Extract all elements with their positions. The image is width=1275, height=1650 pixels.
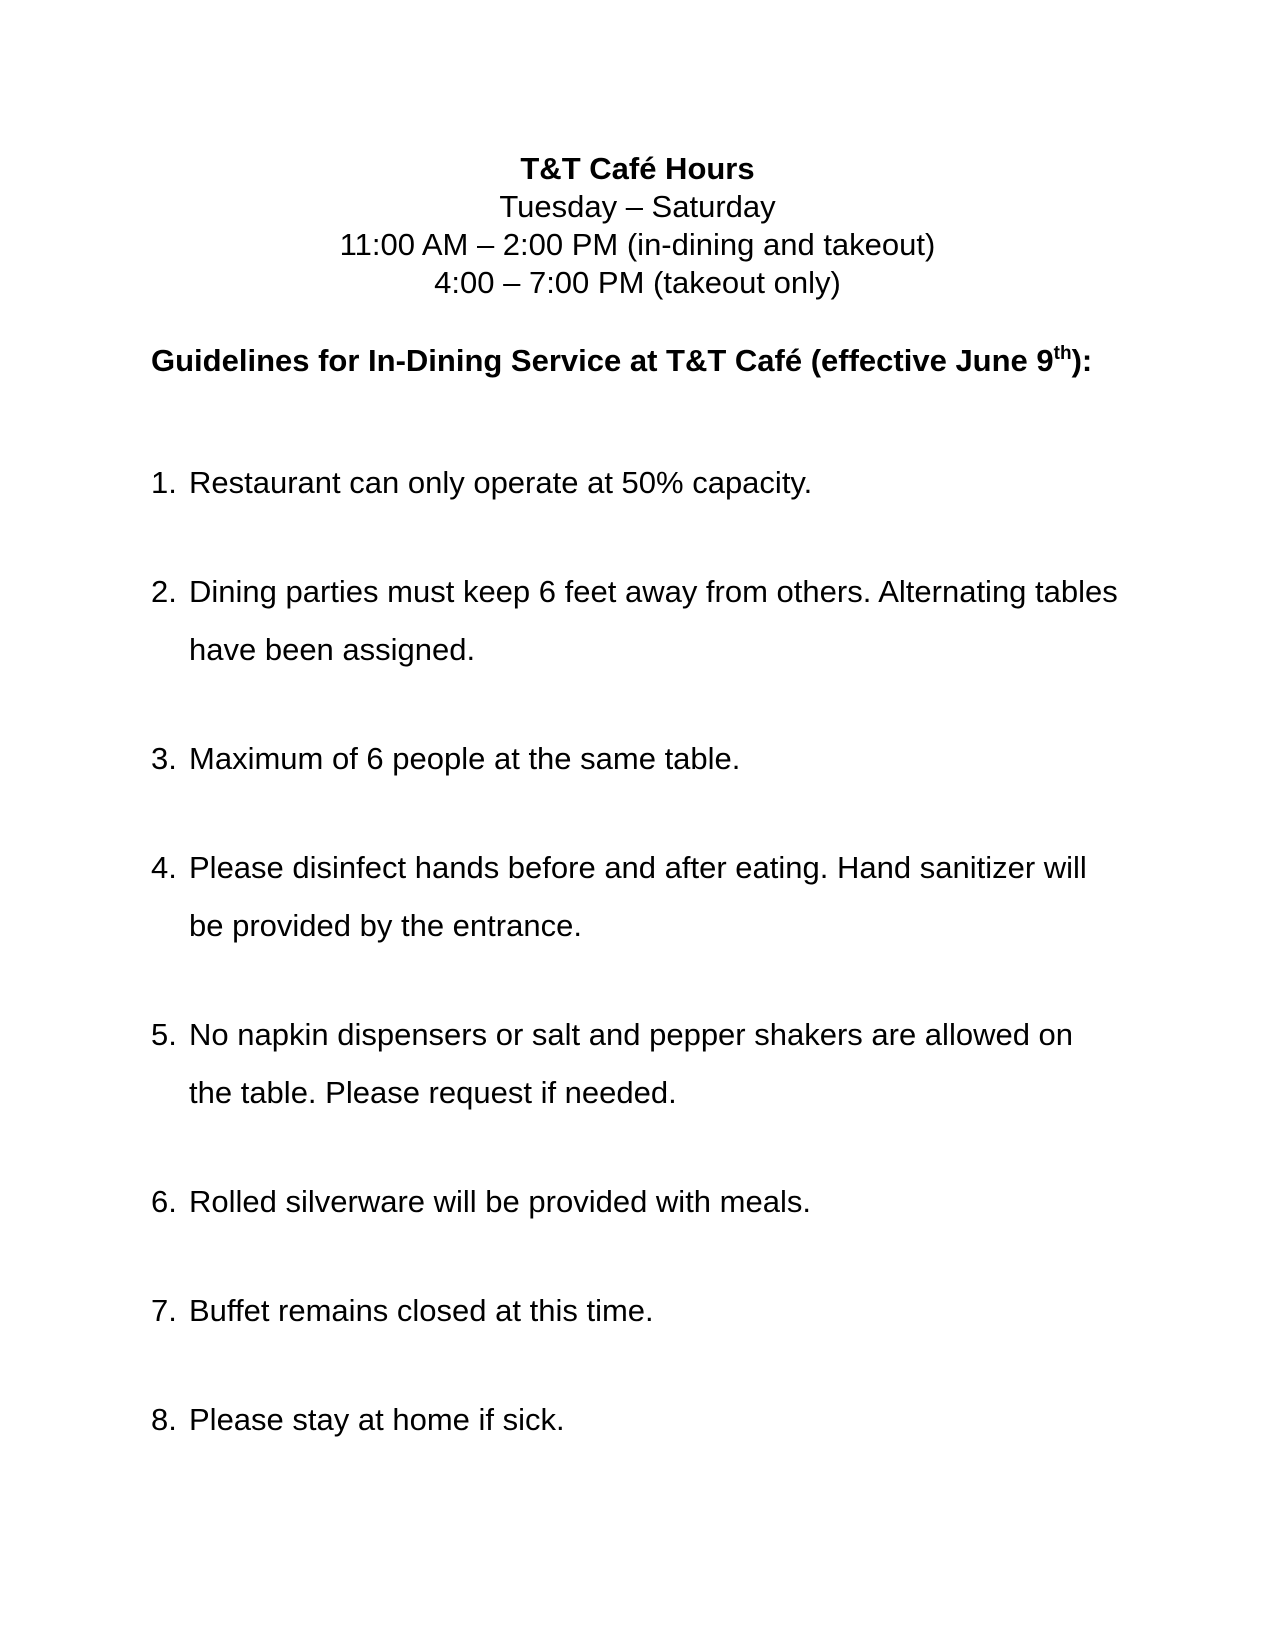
guidelines-heading (151, 341, 1111, 381)
guideline-text: Please disinfect hands before and after eating. Hand sanitizer will be provided by the entrance. (189, 850, 1087, 943)
guideline-text: Dining parties must keep 6 feet away from others. Alternating tables have been assigned. (189, 574, 1118, 667)
guideline-text: Rolled silverware will be provided with meals. (189, 1184, 811, 1219)
guideline-item (151, 1391, 1121, 1449)
guideline-item (151, 730, 1121, 788)
guideline-number: 4. (151, 850, 177, 885)
guideline-number: 8. (151, 1402, 177, 1437)
guideline-number: 3. (151, 741, 177, 776)
guidelines-heading-main: Guidelines for In-Dining Service at T&T Café (effective June 9 (151, 343, 1054, 378)
guideline-number: 6. (151, 1184, 177, 1219)
guideline-item (151, 1282, 1121, 1340)
hours-days: Tuesday – Saturday (499, 189, 776, 224)
guidelines-heading-superscript: th (1053, 343, 1072, 364)
hours-dinner: 4:00 – 7:00 PM (takeout only) (434, 265, 841, 300)
hours-lunch: 11:00 AM – 2:00 PM (in-dining and takeout) (339, 227, 936, 262)
guideline-item (151, 1006, 1121, 1122)
guideline-number: 1. (151, 465, 177, 500)
guideline-number: 7. (151, 1293, 177, 1328)
guideline-text: Please stay at home if sick. (189, 1402, 565, 1437)
guideline-text: Restaurant can only operate at 50% capacity. (189, 465, 813, 500)
guideline-text: No napkin dispensers or salt and pepper shakers are allowed on the table. Please request if needed. (189, 1017, 1074, 1110)
guidelines-list (151, 454, 1121, 1500)
guideline-item (151, 839, 1121, 955)
guideline-text: Maximum of 6 people at the same table. (189, 741, 741, 776)
hours-title: T&T Café Hours (520, 151, 755, 186)
guideline-item (151, 1173, 1121, 1231)
guideline-item (151, 563, 1121, 679)
guideline-item (151, 454, 1121, 512)
guideline-text: Buffet remains closed at this time. (189, 1293, 654, 1328)
guideline-number: 2. (151, 574, 177, 609)
guideline-number: 5. (151, 1017, 177, 1052)
guidelines-heading-end: ): (1071, 343, 1093, 378)
cafe-hours-block (0, 150, 1275, 302)
